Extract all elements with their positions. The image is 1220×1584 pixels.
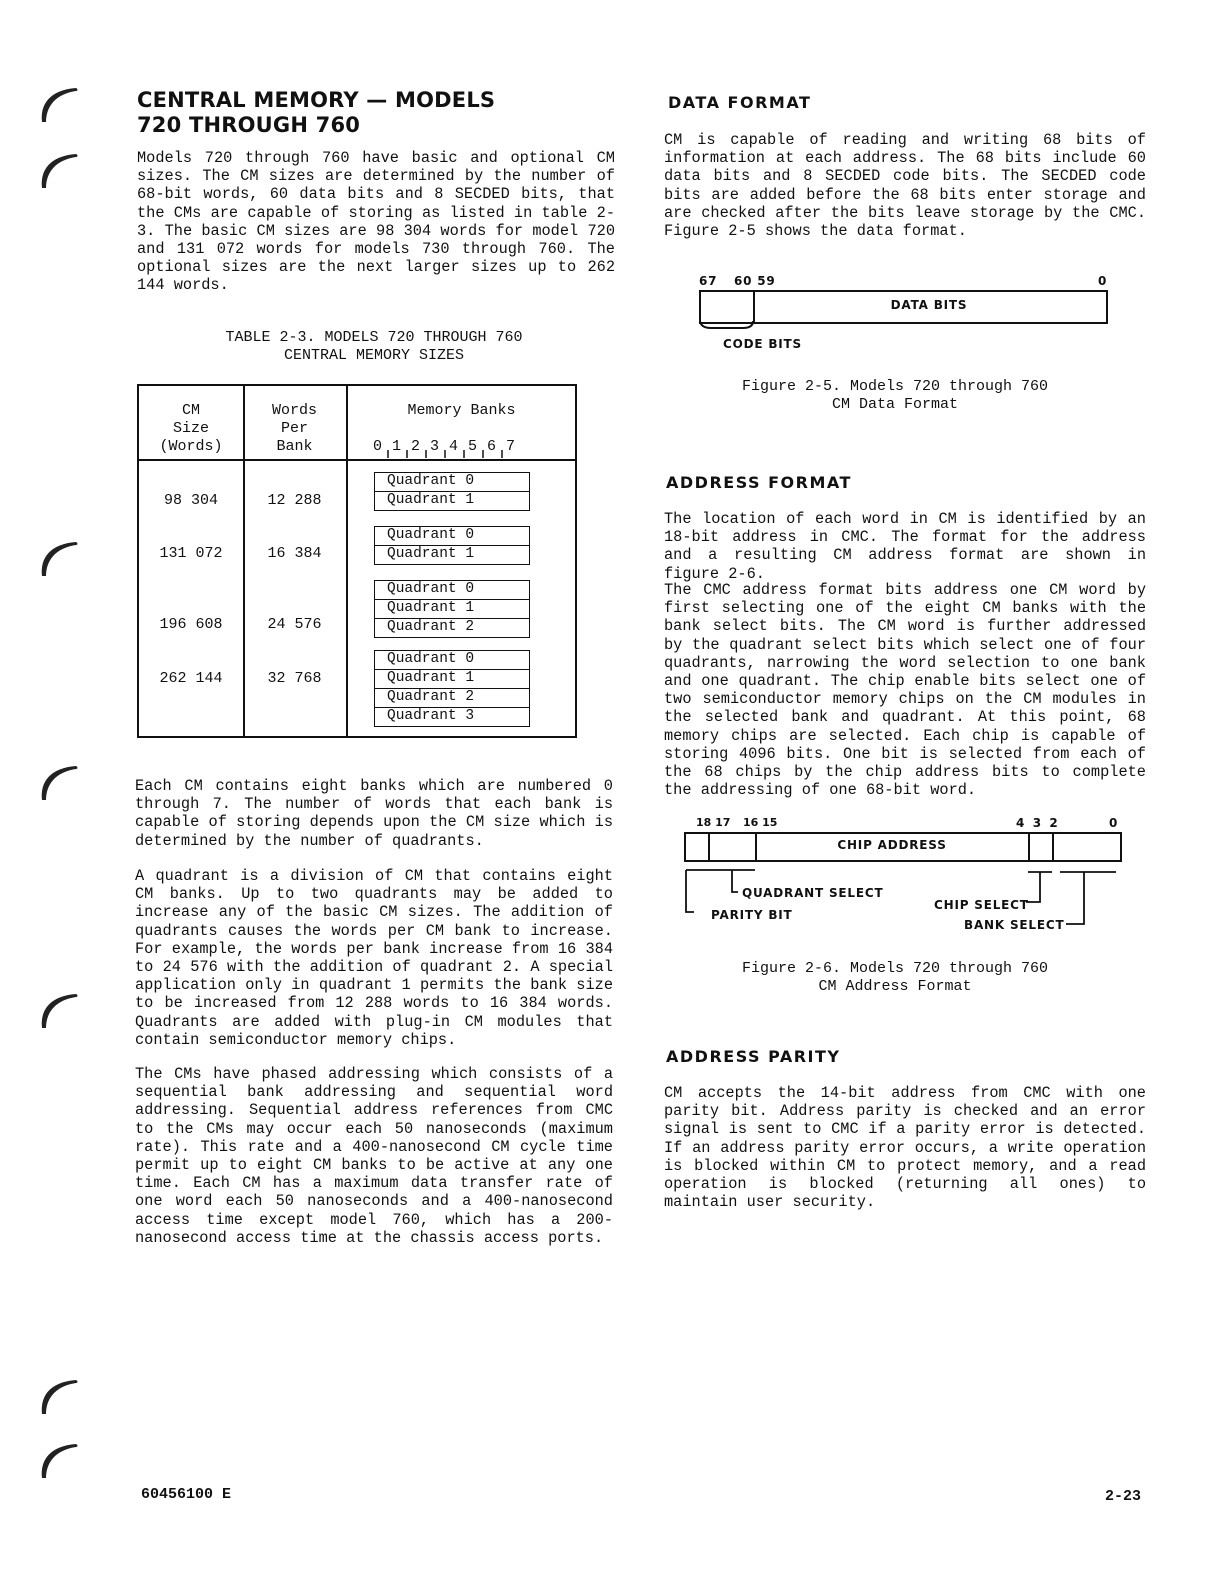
address-format-paragraph-1: The location of each word in CM is identified by an 18-bit address in CMC. The format for the address and a resulting CM address format are shown in figure 2-6.	[664, 510, 1146, 583]
bit-label-0: 0	[1098, 274, 1108, 288]
quadrant-stack	[374, 472, 530, 511]
quadrant-box: Quadrant 1	[387, 492, 475, 508]
bank-select-label: BANK SELECT	[964, 918, 1065, 932]
document-number: 60456100 E	[141, 1486, 232, 1503]
bit-label-0: 0	[1109, 816, 1119, 830]
table-cell-per-bank: 16 384	[267, 545, 322, 562]
page-title	[137, 88, 607, 138]
quadrant-box: Quadrant 0	[375, 473, 529, 492]
code-bits-brace	[699, 320, 759, 334]
bit-label-18-17: 18 17	[696, 816, 731, 829]
table-cell-size: 98 304	[163, 492, 218, 509]
quadrant-box: Quadrant 0	[375, 581, 529, 600]
table-caption	[137, 329, 611, 365]
data-format-heading: DATA FORMAT	[668, 93, 812, 112]
table-cell-size: 262 144	[159, 670, 223, 687]
table-cell-size: 131 072	[159, 545, 223, 562]
cm-sizes-table	[137, 384, 577, 738]
register-divider	[1052, 832, 1054, 862]
quadrant-box: Quadrant 3	[387, 708, 475, 724]
page-number: 2-23	[1105, 1488, 1142, 1505]
bank-numbers: 0 1 2 3 4 5 6 7	[373, 438, 516, 455]
table-caption-line2: CENTRAL MEMORY SIZES	[283, 347, 465, 364]
chip-select-label: CHIP SELECT	[934, 898, 1029, 912]
bank-number-ticks	[373, 438, 543, 458]
table-cell-per-bank: 12 288	[267, 492, 322, 509]
binder-hole-mark	[36, 1374, 88, 1418]
binder-hole-mark	[36, 988, 88, 1032]
quadrant-box: Quadrant 0	[375, 651, 529, 670]
table-cell-size: 196 608	[159, 616, 223, 633]
chip-address-label: CHIP ADDRESS	[837, 838, 947, 852]
quadrant-box: Quadrant 2	[387, 619, 475, 635]
quadrant-paragraph: A quadrant is a division of CM that contains eight CM banks. Up to two quadrants may be added to increase any of the basic CM sizes. The addition of quadrants causes the words per CM bank to increase. For example, the words per bank increase from 16 384 to 24 576 with the addition of quadrant 2. A special application only in quadrant 1 permits the bank size to be increased from 12 288 words to 16 384 words. Quadrants are added with plug-in CM modules that contain semiconductor memory chips.	[135, 867, 613, 1049]
quadrant-box: Quadrant 2	[375, 689, 529, 708]
quadrant-stack	[374, 650, 530, 727]
binder-hole-mark	[36, 1438, 88, 1482]
page-title-line1: CENTRAL MEMORY — MODELS	[137, 88, 496, 112]
address-parity-paragraph: CM accepts the 14-bit address from CMC with one parity bit. Address parity is checked and an error signal is sent to CMC if a parity error is detected. If an address parity error occurs, a write operation is blocked within CM to protect memory, and a read operation is blocked (returning all ones) to maintain user security.	[664, 1084, 1146, 1212]
code-bits-label: CODE BITS	[723, 337, 802, 351]
quadrant-box: Quadrant 1	[387, 546, 475, 562]
phased-addressing-paragraph: The CMs have phased addressing which consists of a sequential bank addressing and sequential word addressing. Sequential address references from CMC to the CMs may occur each 50 nanoseconds (maximum rate). This rate and a 400-nanosecond CM cycle time permit up to eight CM banks to be active at any one time. Each CM has a maximum data transfer rate of one word each 50 nanoseconds and a 400-nanosecond access time except model 760, which has a 200-nanosecond access time at the chassis access ports.	[135, 1065, 613, 1247]
banks-paragraph: Each CM contains eight banks which are numbered 0 through 7. The number of words that each bank is capable of storing depends upon the CM size which is determined by the number of quadrants.	[135, 777, 613, 850]
parity-bit-label: PARITY BIT	[711, 908, 793, 922]
table-cell-per-bank: 24 576	[267, 616, 322, 633]
quadrant-box: Quadrant 1	[375, 670, 529, 689]
register-divider	[1028, 832, 1030, 862]
address-format-heading: ADDRESS FORMAT	[666, 473, 852, 492]
quadrant-select-label: QUADRANT SELECT	[742, 886, 884, 900]
bit-label-16-15: 16 15	[743, 816, 778, 829]
binder-hole-mark	[36, 760, 88, 804]
quadrant-stack	[374, 580, 530, 638]
table-caption-line1: TABLE 2-3. MODELS 720 THROUGH 760	[225, 329, 523, 346]
binder-hole-mark	[36, 536, 88, 580]
figure-2-5-caption: Figure 2-5. Models 720 through 760 CM Data Format	[741, 378, 1049, 413]
quadrant-stack	[374, 526, 530, 565]
table-header-rule	[139, 459, 575, 461]
header-memory-banks: Memory Banks	[407, 402, 516, 419]
binder-hole-mark	[36, 148, 88, 192]
data-bits-label: DATA BITS	[890, 298, 968, 312]
bit-label-4-3-2: 4 3 2	[1016, 816, 1058, 830]
page-title-line2: 720 THROUGH 760	[137, 113, 361, 137]
data-format-paragraph: CM is capable of reading and writing 68 bits of information at each address. The 68 bits include 60 data bits and 8 SECDED code bits. The SECDED code bits are added before the 68 bits enter storage and are checked after the bits leave storage by the CMC. Figure 2-5 shows the data format.	[664, 131, 1146, 241]
register-divider	[708, 832, 710, 862]
header-words-per-bank: Words Per Bank	[271, 402, 317, 455]
address-parity-heading: ADDRESS PARITY	[666, 1047, 841, 1066]
table-divider	[346, 386, 348, 736]
bit-label-67: 67	[699, 274, 718, 288]
bit-label-60-59: 60 59	[734, 274, 776, 288]
table-cell-per-bank: 32 768	[267, 670, 322, 687]
figure-data-format	[690, 270, 1120, 360]
figure-address-format	[680, 814, 1125, 939]
intro-paragraph: Models 720 through 760 have basic and optional CM sizes. The CM sizes are determined by the number of 68-bit words, 60 data bits and 8 SECDED bits, that the CMs are capable of storing as listed in table 2-3. The basic CM sizes are 98 304 words for model 720 and 131 072 words for models 730 through 760. The optional sizes are the next larger sizes up to 262 144 words.	[137, 149, 615, 295]
binder-hole-mark	[36, 82, 88, 126]
figure-2-6-caption: Figure 2-6. Models 720 through 760 CM Address Format	[741, 960, 1049, 995]
address-format-paragraph-2: The CMC address format bits address one CM word by first selecting one of the eight CM banks with the bank select bits. The CM word is further addressed by the quadrant select bits which select one of four quadrants, narrowing the word selection to one bank and one quadrant. The chip enable bits select one of two semiconductor memory chips on the CM modules in the selected bank and quadrant. At this point, 68 memory chips are selected. Each chip is capable of storing 4096 bits. One bit is selected from each of the 68 chips by the chip address bits to complete the addressing of one 68-bit word.	[664, 581, 1146, 800]
quadrant-box: Quadrant 0	[375, 527, 529, 546]
quadrant-box: Quadrant 1	[375, 600, 529, 619]
header-cm-size: CM Size (Words)	[159, 402, 223, 455]
